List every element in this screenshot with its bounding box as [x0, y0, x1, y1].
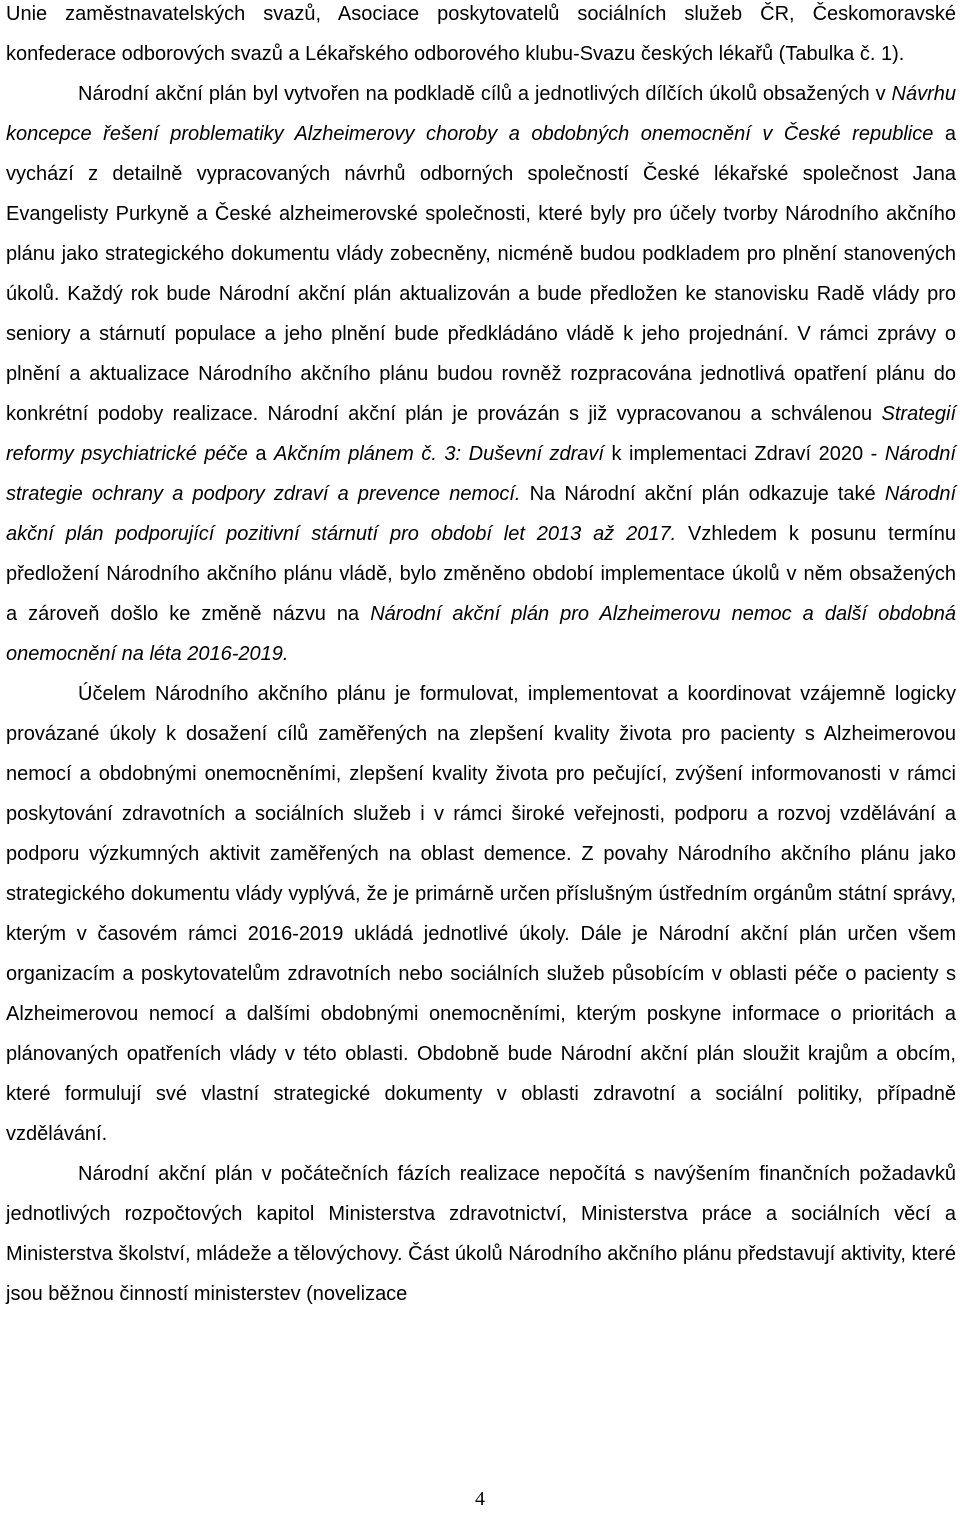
- paragraph: [6, 0, 956, 74]
- italic-text-run: Strategií reformy psychiatrické péče: [6, 403, 956, 465]
- text-run: Vzhledem k posunu termínu předložení Národního akčního plánu vládě, bylo změněno období implementace úkolů v něm obsažených a zároveň došlo ke změně názvu na: [6, 523, 956, 625]
- paragraph: [6, 1154, 956, 1314]
- text-run: Unie zaměstnavatelských svazů, Asociace poskytovatelů sociálních služeb ČR, Českomoravské konfederace odborových svazů a Lékařského odborového klubu-Svazu českých lékařů (Tabulka č. 1).: [6, 3, 956, 65]
- italic-text-run: Národní akční plán pro Alzheimerovu nemoc a další obdobná onemocnění na léta 2016-2019.: [6, 603, 956, 665]
- page-number: 4: [475, 1488, 485, 1510]
- document-body: [6, 0, 956, 1314]
- italic-text-run: Národní strategie ochrany a podpory zdraví a prevence nemocí.: [6, 443, 956, 505]
- text-run: Národní akční plán byl vytvořen na podkladě cílů a jednotlivých dílčích úkolů obsažených v: [78, 83, 892, 105]
- text-run: Národní akční plán v počátečních fázích realizace nepočítá s navýšením finančních požadavků jednotlivých rozpočtových kapitol Ministerstva zdravotnictví, Ministerstva práce a sociálních věcí a Ministerstva školství, mládeže a tělovýchovy. Část úkolů Národního akčního plánu představují aktivity, které jsou běžnou činností ministerstev (novelizace: [6, 1163, 956, 1305]
- paragraph: [6, 74, 956, 674]
- text-run: a vychází z detailně vypracovaných návrhů odborných společností České lékařské společnost Jana Evangelisty Purkyně a České alzheimerovské společnosti, které byly pro účely tvorby Národního akčního plánu jako strategického dokumentu vlády zobecněny, nicméně budou podkladem pro plnění stanovených úkolů. Každý rok bude Národní akční plán aktualizován a bude předložen ke stanovisku Radě vlády pro seniory a stárnutí populace a jeho plnění bude předkládáno vládě k jeho projednání. V rámci zprávy o plnění a aktualizace Národního akčního plánu budou rovněž rozpracována jednotlivá opatření plánu do konkrétní podoby realizace. Národní akční plán je provázán s již vypracovanou a schválenou: [6, 123, 956, 425]
- italic-text-run: Národní akční plán podporující pozitivní stárnutí pro období let 2013 až 2017.: [6, 483, 956, 545]
- text-run: Na Národní akční plán odkazuje také: [520, 483, 885, 505]
- italic-text-run: Návrhu koncepce řešení problematiky Alzheimerovy choroby a obdobných onemocnění v České republice: [6, 83, 956, 145]
- text-run: a: [247, 443, 274, 465]
- text-run: Účelem Národního akčního plánu je formulovat, implementovat a koordinovat vzájemně logicky provázané úkoly k dosažení cílů zaměřených na zlepšení kvality života pro pacienty s Alzheimerovou nemocí a obdobnými onemocněními, zlepšení kvality života pro pečující, zvýšení informovanosti v rámci poskytování zdravotních a sociálních služeb i v rámci široké veřejnosti, podporu a rozvoj vzdělávání a podporu výzkumných aktivit zaměřených na oblast demence. Z povahy Národního akčního plánu jako strategického dokumentu vlády vyplývá, že je primárně určen příslušným ústředním orgánům státní správy, kterým v časovém rámci 2016-2019 ukládá jednotlivé úkoly. Dále je Národní akční plán určen všem organizacím a poskytovatelům zdravotních nebo sociálních služeb působícím v oblasti péče o pacienty s Alzheimerovou nemocí a dalšími obdobnými onemocněními, kterým poskyne informace o prioritách a plánovaných opatřeních vlády v této oblasti. Obdobně bude Národní akční plán sloužit krajům a obcím, které formulují své vlastní strategické dokumenty v oblasti zdravotní a sociální politiky, případně vzdělávání.: [6, 683, 956, 1145]
- paragraph: [6, 674, 956, 1154]
- text-run: k implementaci Zdraví 2020 -: [604, 443, 885, 465]
- italic-text-run: Akčním plánem č. 3: Duševní zdraví: [274, 443, 604, 465]
